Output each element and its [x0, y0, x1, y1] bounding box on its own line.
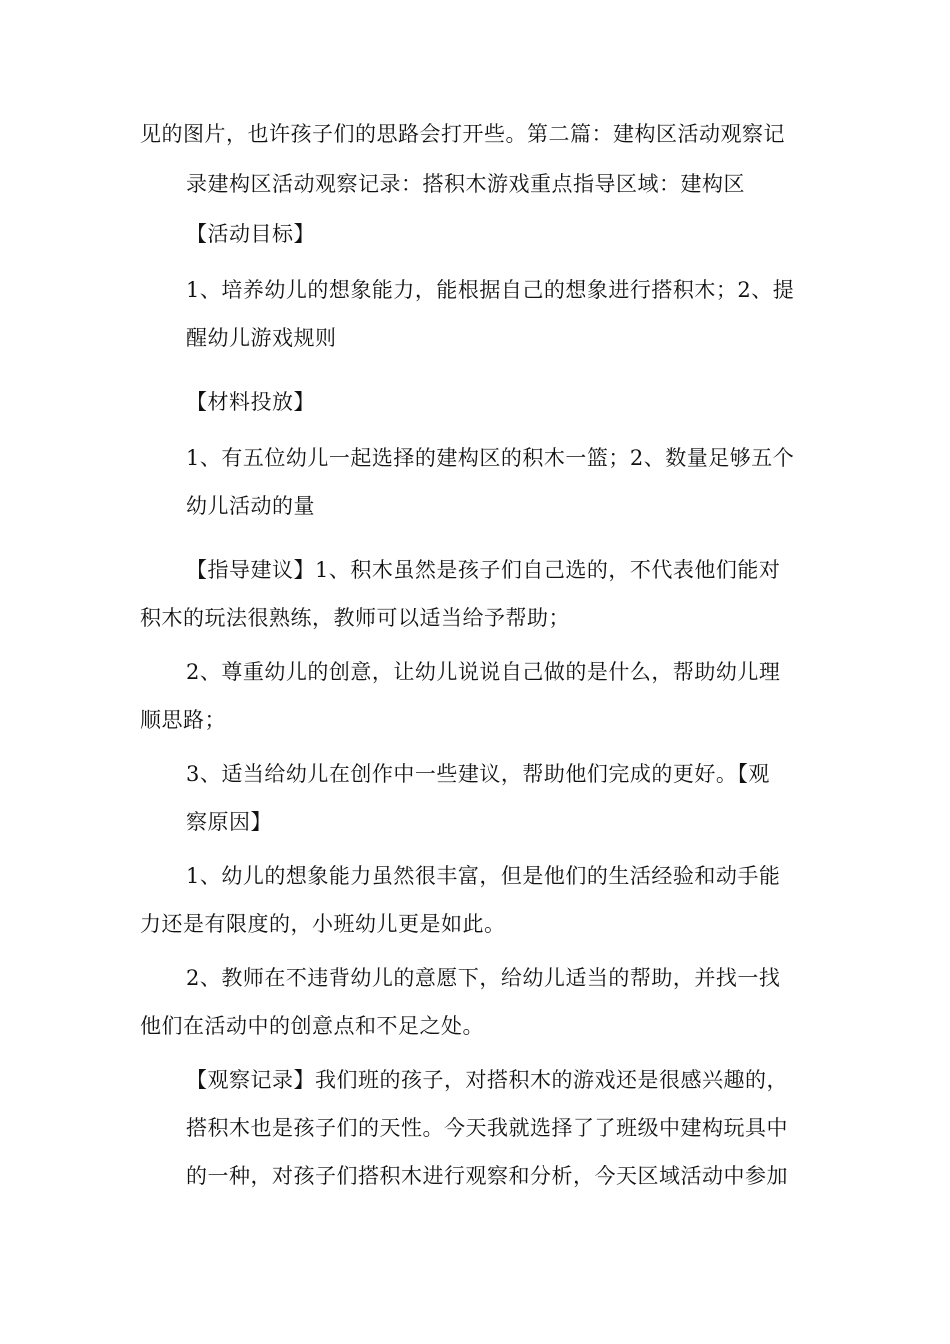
text-line: 录建构区活动观察记录：搭积木游戏重点指导区域：建构区: [186, 172, 745, 196]
text-line: 积木的玩法很熟练，教师可以适当给予帮助；: [140, 606, 570, 630]
text-line: 1、有五位幼儿一起选择的建构区的积木一篮；2、数量足够五个: [186, 446, 795, 470]
text-line: 醒幼儿游戏规则: [186, 326, 337, 350]
text-line: 1、幼儿的想象能力虽然很丰富，但是他们的生活经验和动手能: [186, 864, 781, 888]
text-line: 2、尊重幼儿的创意，让幼儿说说自己做的是什么，帮助幼儿理: [186, 660, 781, 684]
text-line: 他们在活动中的创意点和不足之处。: [140, 1014, 484, 1038]
section-heading-activity-goals: 【活动目标】: [186, 222, 315, 246]
text-line: 【观察记录】我们班的孩子，对搭积木的游戏还是很感兴趣的，: [186, 1068, 788, 1092]
text-line: 力还是有限度的，小班幼儿更是如此。: [140, 912, 506, 936]
text-line: 1、培养幼儿的想象能力，能根据自己的想象进行搭积木；2、提: [186, 278, 795, 302]
text-line: 搭积木也是孩子们的天性。今天我就选择了了班级中建构玩具中: [186, 1116, 788, 1140]
text-line: 察原因】: [186, 810, 272, 834]
text-line: 幼儿活动的量: [186, 494, 315, 518]
text-line: 的一种，对孩子们搭积木进行观察和分析，今天区域活动中参加: [186, 1164, 788, 1188]
section-heading-materials: 【材料投放】: [186, 390, 315, 414]
text-line: 3、适当给幼儿在创作中一些建议，帮助他们完成的更好。【观: [186, 762, 770, 786]
text-line: 【指导建议】1、积木虽然是孩子们自己选的，不代表他们能对: [186, 558, 781, 582]
text-line: 见的图片，也许孩子们的思路会打开些。第二篇：建构区活动观察记: [140, 122, 785, 146]
text-line: 顺思路；: [140, 708, 226, 732]
text-line: 2、教师在不违背幼儿的意愿下，给幼儿适当的帮助，并找一找: [186, 966, 781, 990]
